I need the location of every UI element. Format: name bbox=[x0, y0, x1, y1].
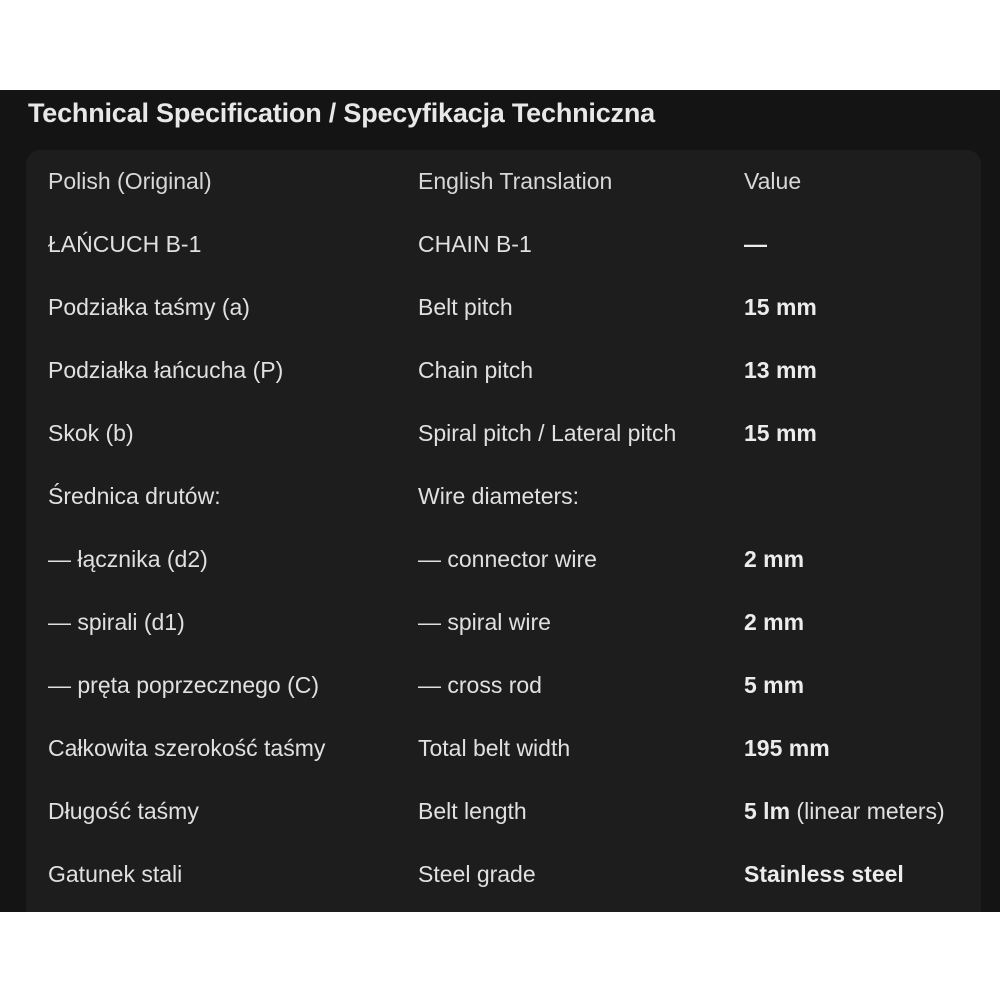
cell-value bbox=[744, 213, 981, 276]
cell-english: Wire diameters: bbox=[418, 483, 580, 509]
value-text: 13 mm bbox=[744, 357, 817, 383]
cell-value bbox=[744, 528, 981, 591]
cell-english: Belt pitch bbox=[418, 294, 513, 320]
value-text: 2 mm bbox=[744, 609, 805, 635]
cell-english: Belt length bbox=[418, 798, 527, 824]
cell-english: — cross rod bbox=[418, 672, 542, 698]
page-title: Technical Specification / Specyfikacja Techniczna bbox=[28, 98, 655, 128]
cell-english: Chain pitch bbox=[418, 357, 534, 383]
cell-value bbox=[744, 843, 981, 906]
header-value: Value bbox=[744, 168, 802, 194]
cell-english: Total belt width bbox=[418, 735, 571, 761]
value-text: Stainless steel bbox=[744, 861, 904, 887]
value-text: 5 mm bbox=[744, 672, 805, 698]
header-polish: Polish (Original) bbox=[48, 168, 212, 194]
value-text: 195 mm bbox=[744, 735, 830, 761]
value-text: 5 lm bbox=[744, 798, 791, 824]
spec-table-card bbox=[26, 150, 981, 912]
table-row bbox=[26, 213, 981, 276]
table-row bbox=[26, 402, 981, 465]
cell-value bbox=[744, 402, 981, 465]
table-row bbox=[26, 591, 981, 654]
cell-polish: Całkowita szerokość taśmy bbox=[48, 735, 326, 761]
cell-english: CHAIN B-1 bbox=[418, 231, 532, 257]
cell-value bbox=[744, 339, 981, 402]
cell-polish: Podziałka taśmy (a) bbox=[48, 294, 250, 320]
value-text: 15 mm bbox=[744, 420, 817, 446]
value-text: 2 mm bbox=[744, 546, 805, 572]
cell-polish: — pręta poprzecznego (C) bbox=[48, 672, 320, 698]
cell-polish: Podziałka łańcucha (P) bbox=[48, 357, 284, 383]
cell-polish: Gatunek stali bbox=[48, 861, 183, 887]
table-row bbox=[26, 465, 981, 528]
cell-english: Steel grade bbox=[418, 861, 536, 887]
table-row bbox=[26, 654, 981, 717]
table-row bbox=[26, 276, 981, 339]
header-english: English Translation bbox=[418, 168, 613, 194]
cell-value bbox=[744, 276, 981, 339]
cell-english: — connector wire bbox=[418, 546, 597, 572]
value-note: (linear meters) bbox=[790, 798, 945, 824]
table-row bbox=[26, 717, 981, 780]
cell-value bbox=[744, 717, 981, 780]
cell-polish: Długość taśmy bbox=[48, 798, 199, 824]
table-row bbox=[26, 843, 981, 906]
value-text: 15 mm bbox=[744, 294, 817, 320]
cell-value bbox=[744, 591, 981, 654]
cell-polish: Średnica drutów: bbox=[48, 483, 221, 509]
cell-polish: — łącznika (d2) bbox=[48, 546, 208, 572]
cell-value bbox=[744, 780, 981, 843]
cell-polish: — spirali (d1) bbox=[48, 609, 185, 635]
cell-polish: ŁAŃCUCH B-1 bbox=[48, 231, 202, 257]
cell-english: Spiral pitch / Lateral pitch bbox=[418, 420, 677, 446]
cell-value bbox=[744, 465, 981, 528]
spec-panel bbox=[0, 90, 1000, 912]
spec-table bbox=[26, 150, 981, 906]
table-row bbox=[26, 528, 981, 591]
table-row bbox=[26, 780, 981, 843]
cell-polish: Skok (b) bbox=[48, 420, 134, 446]
cell-value bbox=[744, 654, 981, 717]
table-row bbox=[26, 339, 981, 402]
cell-english: — spiral wire bbox=[418, 609, 551, 635]
value-text: — bbox=[744, 231, 767, 257]
table-header-row bbox=[26, 150, 981, 213]
